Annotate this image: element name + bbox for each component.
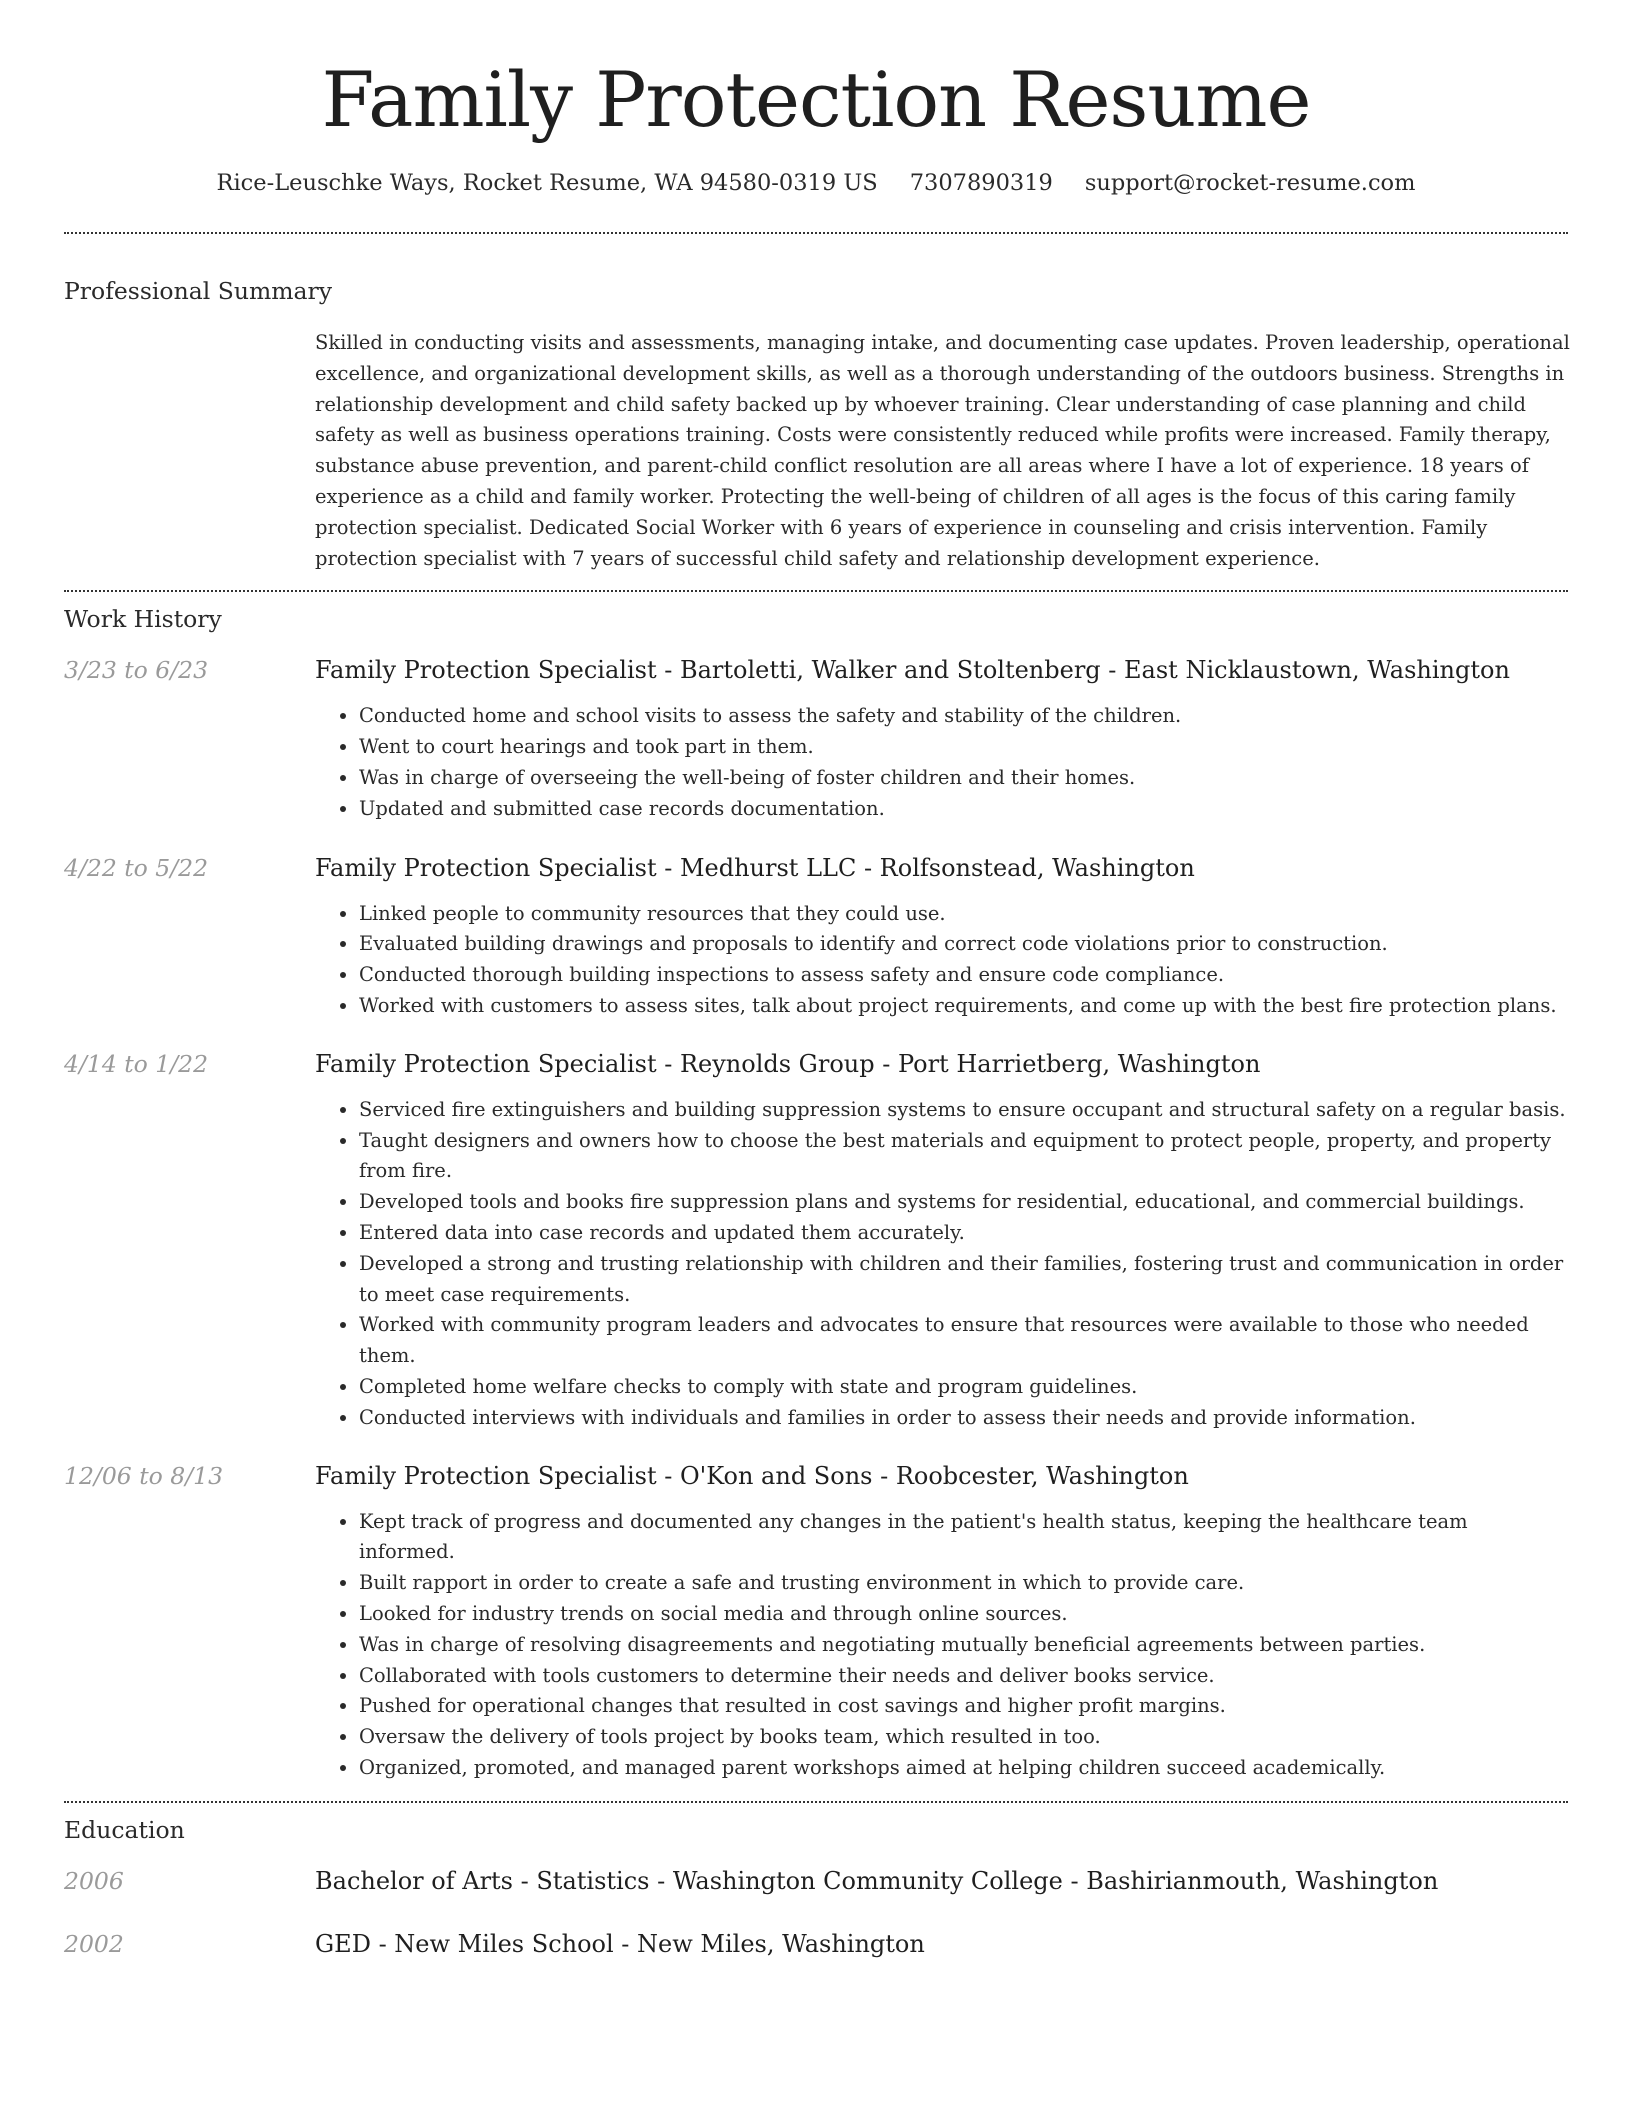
job-bullet: • Linked people to community resources that they could use. [359,899,1568,930]
job-entry [64,1460,1568,1784]
job-bullet: • Worked with customers to assess sites, talk about project requirements, and come up with the best fire protection plans. [359,991,1568,1022]
job-bullet: • Was in charge of overseeing the well-being of foster children and their homes. [359,763,1568,794]
section-title-education: Education [64,1815,185,1844]
job-bullet: • Built rapport in order to create a safe and trusting environment in which to provide care. [359,1568,1568,1599]
education-heading: Bachelor of Arts - Statistics - Washington Community College - Bashirianmouth, Washington [315,1866,1439,1895]
summary-text: Skilled in conducting visits and assessments, managing intake, and documenting case updates. Proven leadership, operational excellence, and organizational development skills, as well as a thorough understanding of the outdoors business. Strengths in relationship development and child safety backed up by whoever training. Clear understanding of case planning and child safety as well as business operations training. Costs were consistently reduced while profits were increased. Family therapy, substance abuse prevention, and parent-child conflict resolution are all areas where I have a lot of experience. 18 years of experience as a child and family worker. Protecting the well-being of children of all ages is the focus of this caring family protection specialist. Dedicated Social Worker with 6 years of experience in counseling and crisis intervention. Family protection specialist with 7 years of successful child safety and relationship development experience. [315,331,1570,570]
job-heading: Family Protection Specialist - Medhurst LLC - Rolfsonstead, Washington [315,853,1195,882]
job-entry [64,654,1568,824]
job-bullet: • Was in charge of resolving disagreements and negotiating mutually beneficial agreements between parties. [359,1630,1568,1661]
job-bullet: • Developed a strong and trusting relationship with children and their families, fostering trust and communication in order to meet case requirements. [359,1249,1568,1311]
job-bullet: • Conducted thorough building inspections to assess safety and ensure code compliance. [359,960,1568,991]
education-year: 2006 [64,1866,124,1895]
job-bullet: • Collaborated with tools customers to determine their needs and deliver books service. [359,1661,1568,1692]
job-bullet: • Evaluated building drawings and proposals to identify and correct code violations prior to construction. [359,929,1568,960]
section-title-summary: Professional Summary [64,277,333,305]
job-entry [64,1048,1568,1434]
divider [64,232,1568,234]
job-dates: 4/22 to 5/22 [64,853,209,882]
job-bullet: • Taught designers and owners how to choose the best materials and equipment to protect people, property, and property from fire. [359,1126,1568,1188]
section-title-work: Work History [64,605,222,634]
contact-line [0,168,1632,198]
job-bullet: • Organized, promoted, and managed parent workshops aimed at helping children succeed academically. [359,1753,1568,1784]
education-year: 2002 [64,1929,124,1958]
job-bullet: • Kept track of progress and documented any changes in the patient's health status, keeping the healthcare team informed. [359,1507,1568,1569]
job-heading: Family Protection Specialist - Bartoletti, Walker and Stoltenberg - East Nicklaustown, Washington [315,656,1510,685]
job-bullet: • Conducted home and school visits to assess the safety and stability of the children. [359,701,1568,732]
job-bullets [315,1080,1568,1434]
job-bullet: • Pushed for operational changes that resulted in cost savings and higher profit margins. [359,1691,1568,1722]
contact-address: Rice-Leuschke Ways, Rocket Resume, WA 94580-0319 US [216,170,878,196]
job-bullet: • Oversaw the delivery of tools project by books team, which resulted in too. [359,1722,1568,1753]
job-entry [64,852,1568,1022]
job-bullet: • Went to court hearings and took part in them. [359,732,1568,763]
job-heading: Family Protection Specialist - O'Kon and Sons - Roobcester, Washington [315,1461,1189,1490]
job-dates: 12/06 to 8/13 [64,1461,224,1490]
education-entry [64,1865,1568,1897]
job-bullets [315,686,1568,824]
job-heading: Family Protection Specialist - Reynolds Group - Port Harrietberg, Washington [315,1049,1261,1078]
job-bullet: • Worked with community program leaders and advocates to ensure that resources were available to those who needed them. [359,1310,1568,1372]
job-bullet: • Conducted interviews with individuals and families in order to assess their needs and provide information. [359,1403,1568,1434]
education-heading: GED - New Miles School - New Miles, Washington [315,1929,925,1958]
divider [64,1801,1568,1803]
job-bullet: • Entered data into case records and updated them accurately. [359,1218,1568,1249]
job-dates: 3/23 to 6/23 [64,656,209,685]
contact-email: support@rocket-resume.com [1084,170,1416,196]
job-bullets [315,1492,1568,1784]
contact-phone: 7307890319 [909,170,1053,196]
job-bullet: • Updated and submitted case records documentation. [359,794,1568,825]
job-bullet: • Serviced fire extinguishers and building suppression systems to ensure occupant and structural safety on a regular basis. [359,1095,1568,1126]
divider [64,590,1568,592]
education-entry [64,1928,1568,1960]
job-bullets [315,884,1568,1022]
resume-title: Family Protection Resume [321,55,1311,144]
job-bullet: • Completed home welfare checks to comply with state and program guidelines. [359,1372,1568,1403]
job-bullet: • Developed tools and books fire suppression plans and systems for residential, educational, and commercial buildings. [359,1187,1568,1218]
job-dates: 4/14 to 1/22 [64,1049,209,1078]
job-bullet: • Looked for industry trends on social media and through online sources. [359,1599,1568,1630]
